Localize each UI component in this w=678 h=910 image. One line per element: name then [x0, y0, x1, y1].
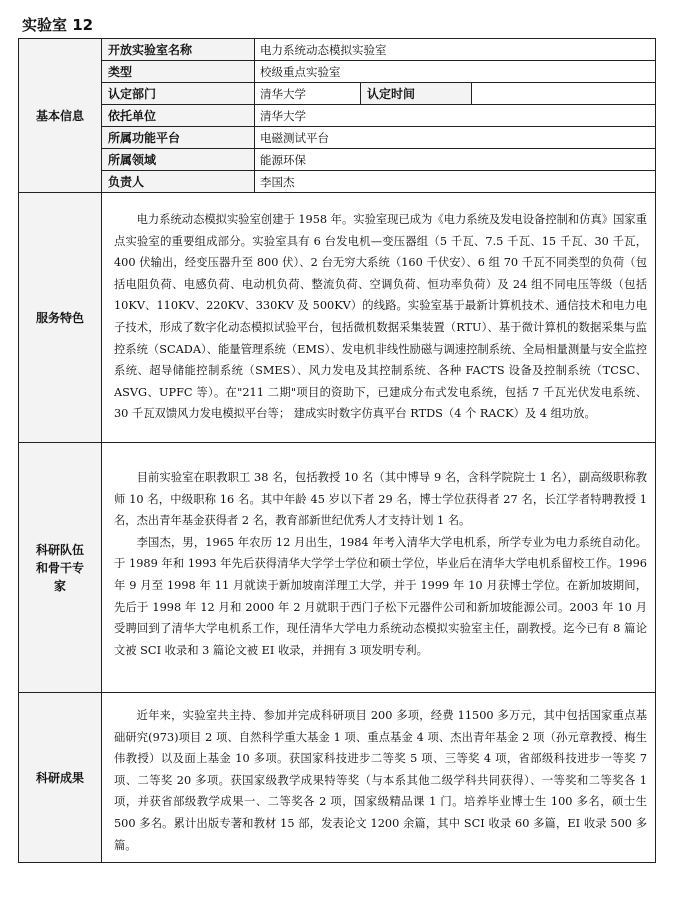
field-value: 能源环保: [255, 149, 656, 171]
section-research-label: 科研成果: [19, 693, 102, 863]
type-value: 校级重点实验室: [255, 61, 656, 83]
name-label: 开放实验室名称: [102, 39, 255, 61]
service-paragraph: 电力系统动态模拟实验室创建于 1958 年。实验室现已成为《电力系统及发电设备控制和仿真》国家重点实验室的重要组成部分。实验室具有 6 台发电机—变压器组（5 千瓦、7.5 千瓦、15 千瓦、30 千瓦，400 伏输出，经变压器升至 800 伏）、2 台无穷大系统（160 千伏安）、6 组 70 千瓦不同类型的负荷（包括电阻负荷、电感负荷、电动机负荷、整流负荷、空调负荷、恒功率负荷）及 24 组不同电压等级（包括 10KV、110KV、220KV、330KV 及 500KV）的线路。实验室基于最新计算机技术、通信技术和电力电子技术，形成了数字化动态模拟试验平台，包括微机数据采集装置（RTU）、基于微计算机的数据采集与监控系统（SCADA）、能量管理系统（EMS）、发电机非线性励磁与调速控制系统、全局相量测量与安全监控系统、超导储能控制系统（SMES）、风力发电及其控制系统、各种 FACTS 设备及控制系统（TCSC、ASVG、UPFC 等）。在"211 二期"项目的资助下，已建成分布式发电系统，包括 7 千瓦光伏发电系统、30 千瓦双馈风力发电模拟平台等； 建成实时数字仿真平台 RTDS（4 个 RACK）及 4 组功放。: [114, 213, 647, 421]
host-value: 清华大学: [255, 105, 656, 127]
platform-value: 电磁测试平台: [255, 127, 656, 149]
page-title: 实验室 12: [22, 16, 94, 34]
field-label: 所属领域: [102, 149, 255, 171]
dept-label: 认定部门: [102, 83, 255, 105]
section-basic-label: 基本信息: [19, 39, 102, 193]
section-team-label: 科研队伍和骨干专家: [19, 443, 102, 693]
platform-label: 所属功能平台: [102, 127, 255, 149]
person-value: 李国杰: [255, 171, 656, 193]
dept-value: 清华大学: [255, 83, 361, 105]
team-paragraph-1: 目前实验室在职教职工 38 名，包括教授 10 名（其中博导 9 名，含科学院院士 1 名），副高级职称教师 10 名，中级职称 16 名。其中年龄 45 岁以下者 29 名，博士学位获得者 27 名，长江学者特聘教授 1 名，杰出青年基金获得者 2 名，教育部新世纪优秀人才支持计划 1 名。: [114, 471, 647, 528]
lab-info-table: [18, 38, 656, 863]
team-paragraph-2: 李国杰，男，1965 年农历 12 月出生，1984 年考入清华大学电机系，所学专业为电力系统自动化。于 1989 年和 1993 年先后获得清华大学学士学位和硕士学位，毕业后在清华大学电机系留校工作。1996 年 9 月至 1998 年 11 月就读于新加坡南洋理工大学，并于 1999 年 10 月获博士学位。在新加坡期间，先后于 1998 年 12 月和 2000 年 2 月就职于西门子松下元器件公司和新加坡能源公司。2003 年 10 月受聘回到了清华大学电机系工作，现任清华大学电力系统动态模拟实验室主任，副教授。迄今已有 8 篇论文被 SCI 收录和 3 篇论文被 EI 收录，并拥有 3 项发明专利。: [114, 535, 647, 657]
type-label: 类型: [102, 61, 255, 83]
time-value: [472, 83, 656, 105]
research-paragraph: 近年来，实验室共主持、参加并完成科研项目 200 多项，经费 11500 多万元，其中包括国家重点基础研究(973)项目 2 项、自然科学重大基金 1 项、重点基金 4 项、杰出青年基金 2 项（孙元章教授、梅生伟教授）以及面上基金 10 多项。获国家科技进步二等奖 5 项、三等奖 4 项，省部级科技进步一等奖 7 项、二等奖 20 多项。获国家级教学成果特等奖（与本系其他二级学科共同获得）、一等奖和二等奖各 1 项，并获省部级教学成果一、二等奖各 2 项，国家级精品课 1 门。培养毕业博士生 100 多名，硕士生 500 多名。累计出版专著和教材 15 部，发表论文 1200 余篇，其中 SCI 收录 60 多篇，EI 收录 500 多篇。: [114, 709, 647, 852]
name-value: 电力系统动态模拟实验室: [255, 39, 656, 61]
section-service-label: 服务特色: [19, 193, 102, 443]
host-label: 依托单位: [102, 105, 255, 127]
person-label: 负责人: [102, 171, 255, 193]
time-label: 认定时间: [361, 83, 472, 105]
